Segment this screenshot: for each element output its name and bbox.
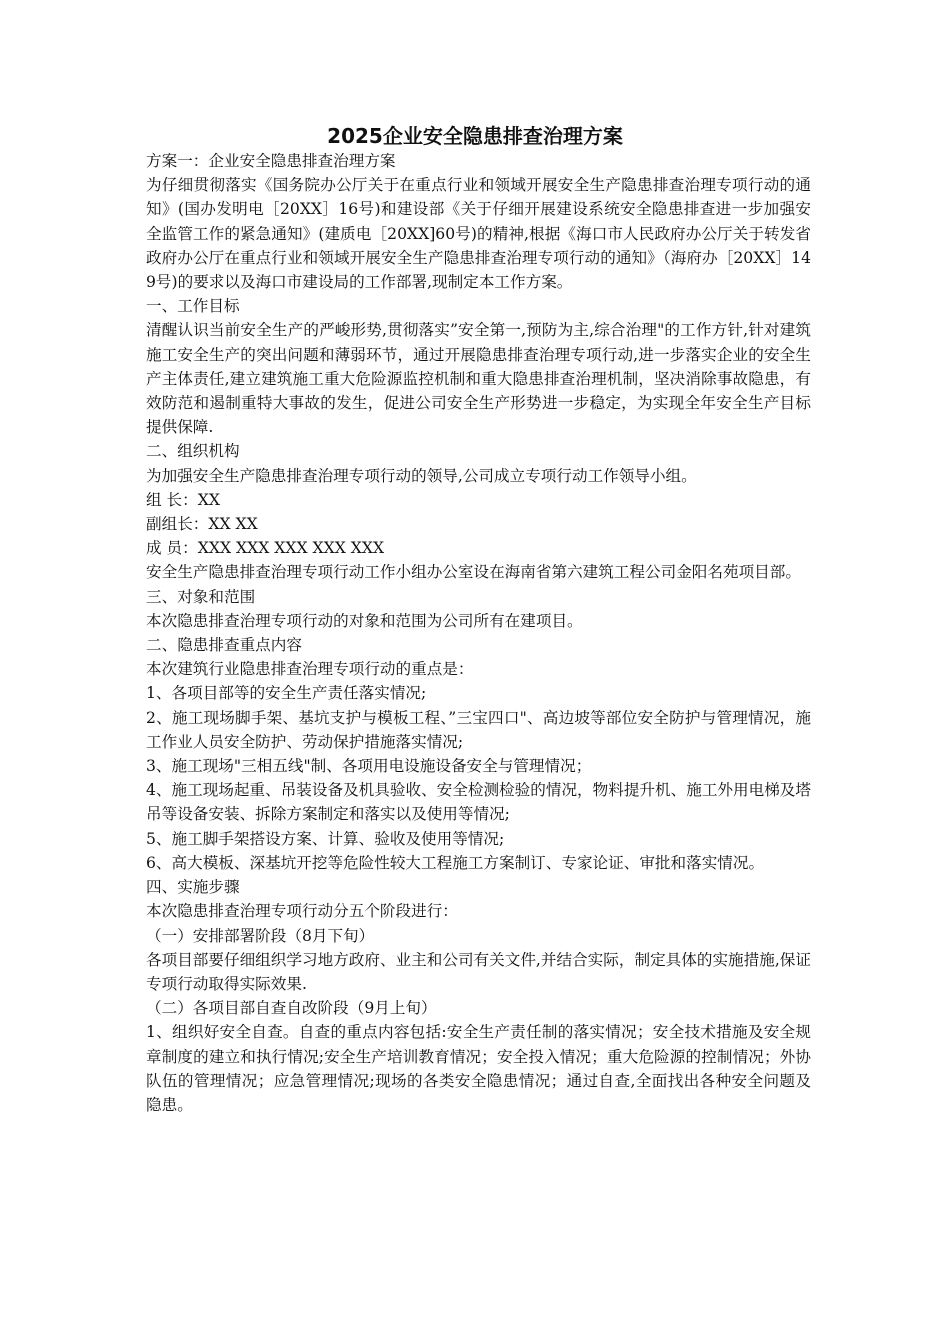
paragraph: 本次建筑行业隐患排查治理专项行动的重点是： — [146, 660, 474, 679]
list-item: 5、施工脚手架搭设方案、计算、验收及使用等情况; — [146, 829, 505, 848]
list-item: 6、高大模板、深基坑开挖等危险性较大工程施工方案制订、专家论证、审批和落实情况。 — [146, 853, 765, 872]
document-title: 2025企业安全隐患排查治理方案 — [327, 124, 623, 148]
paragraph: 副组长：XX XX — [146, 515, 258, 534]
sub-heading: （一）安排部署阶段（8月下旬） — [146, 926, 375, 945]
paragraph: 各项目部要仔细组织学习地方政府、业主和公司有关文件,并结合实际，制定具体的实施措施,保证专项行动取得实际效果. — [146, 950, 811, 993]
sub-heading: （二）各项目部自查自改阶段（9月上旬） — [146, 999, 437, 1018]
document-body — [146, 149, 811, 1117]
paragraph: 成 员：XXX XXX XXX XXX XXX — [146, 539, 385, 558]
section-heading: 三、对象和范围 — [146, 587, 256, 606]
paragraph: 组 长：XX — [146, 490, 220, 509]
paragraph: 为加强安全生产隐患排查治理专项行动的领导,公司成立专项行动工作领导小组。 — [146, 466, 697, 485]
list-item: 2、施工现场脚手架、基坑支护与模板工程、”三宝四口"、高边坡等部位安全防护与管理情况，施工作业人员安全防护、劳动保护措施落实情况; — [146, 708, 811, 751]
list-item: 4、施工现场起重、吊装设备及机具验收、安全检测检验的情况，物料提升机、施工外用电梯及塔吊等设备安装、拆除方案制定和落实以及使用等情况; — [146, 781, 811, 824]
section-heading: 二、组织机构 — [146, 442, 240, 461]
section-heading: 一、工作目标 — [146, 297, 240, 316]
paragraph: 为仔细贯彻落实《国务院办公厅关于在重点行业和领域开展安全生产隐患排查治理专项行动的通知》(国办发明电［20XX］16号)和建设部《关于仔细开展建设系统安全隐患排查进一步加强安全监管工作的紧急通知》(建质电［20XX]60号)的精神,根据《海口市人民政府办公厅关于转发省政府办公厅在重点行业和领域开展安全生产隐患排查治理专项行动的通知》（海府办［20XX］149号)的要求以及海口市建设局的工作部署,现制定本工作方案。 — [146, 176, 811, 292]
section-heading: 二、隐患排查重点内容 — [146, 636, 302, 655]
list-item: 3、施工现场"三相五线"制、各项用电设施设备安全与管理情况； — [146, 757, 592, 776]
list-item: 1、各项目部等的安全生产责任落实情况; — [146, 684, 427, 703]
paragraph: 清醒认识当前安全生产的严峻形势,贯彻落实”安全第一,预防为主,综合治理"的工作方针,针对建筑施工安全生产的突出问题和薄弱环节，通过开展隐患排查治理专项行动,进一步落实企业的安全生产主体责任,建立建筑施工重大危险源监控机制和重大隐患排查治理机制，坚决消除事故隐患，有效防范和遏制重特大事故的发生，促进公司安全生产形势进一步稳定，为实现全年安全生产目标提供保障. — [146, 321, 811, 437]
paragraph: 安全生产隐患排查治理专项行动工作小组办公室设在海南省第六建筑工程公司金阳名苑项目部。 — [146, 563, 801, 582]
paragraph: 1、组织好安全自查。自查的重点内容包括:安全生产责任制的落实情况；安全技术措施及安全规章制度的建立和执行情况;安全生产培训教育情况；安全投入情况；重大危险源的控制情况；外协队伍的管理情况；应急管理情况;现场的各类安全隐患情况；通过自查,全面找出各种安全问题及隐患。 — [146, 1023, 811, 1114]
paragraph: 本次隐患排查治理专项行动的对象和范围为公司所有在建项目。 — [146, 611, 583, 630]
paragraph: 方案一：企业安全隐患排查治理方案 — [146, 152, 396, 170]
section-heading: 四、实施步骤 — [146, 878, 240, 897]
paragraph: 本次隐患排查治理专项行动分五个阶段进行： — [146, 902, 458, 921]
